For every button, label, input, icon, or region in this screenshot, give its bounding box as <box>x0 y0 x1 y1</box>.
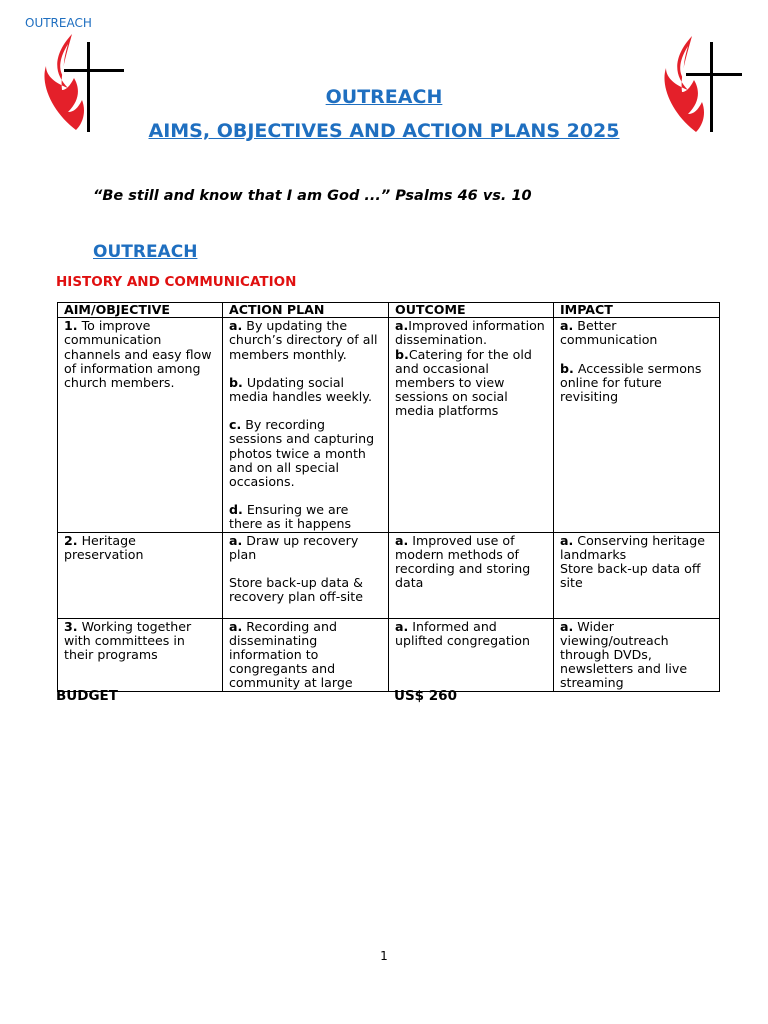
item-marker: b. <box>395 346 409 362</box>
impact-cell <box>554 532 720 618</box>
table-row <box>58 532 720 618</box>
action-cell <box>223 318 389 532</box>
item-marker: a. <box>395 318 409 334</box>
item-marker: a. <box>560 532 574 548</box>
table-row <box>58 318 720 532</box>
item-text: To improve communication channels and easy flow of information among church members. <box>64 318 212 391</box>
impact-cell <box>554 618 720 691</box>
item-marker: a. <box>395 532 409 548</box>
item-marker: c. <box>229 417 242 433</box>
column-header-aim: AIM/OBJECTIVE <box>58 303 223 318</box>
aim-cell <box>58 618 223 691</box>
item-marker: 2. <box>64 532 78 548</box>
item-text: Draw up recovery plan <box>229 532 359 562</box>
scripture-verse: “Be still and know that I am God ...” Psalms 46 vs. 10 <box>93 188 532 204</box>
impact-cell <box>554 318 720 532</box>
item-marker: a. <box>560 618 574 634</box>
item-text: Catering for the old and occasional members to view sessions on social media platforms <box>395 346 532 419</box>
aim-cell <box>58 532 223 618</box>
action-plan-table <box>57 302 720 692</box>
item-marker: 3. <box>64 618 78 634</box>
item-text: Conserving heritage landmarks <box>560 532 706 562</box>
column-header-action: ACTION PLAN <box>223 303 389 318</box>
item-marker: b. <box>560 360 574 376</box>
item-marker: 1. <box>64 318 78 334</box>
item-marker: a. <box>229 532 243 548</box>
header-label: OUTREACH <box>25 16 92 30</box>
item-text: Better communication <box>560 318 658 348</box>
page-subtitle: AIMS, OBJECTIVES AND ACTION PLANS 2025 <box>148 120 620 142</box>
item-text: By updating the church’s directory of all members monthly. <box>229 318 378 362</box>
subsection-heading: HISTORY AND COMMUNICATION <box>56 274 297 290</box>
item-marker: b. <box>229 374 243 390</box>
outcome-cell <box>389 532 554 618</box>
item-text: Wider viewing/outreach through DVDs, newsletters and live streaming <box>560 618 688 691</box>
item-text: Improved information dissemination. <box>395 318 545 348</box>
table-row <box>58 618 720 691</box>
item-text: Accessible sermons online for future revisiting <box>560 360 702 405</box>
page-number: 1 <box>380 949 388 963</box>
budget-value: US$ 260 <box>394 688 457 704</box>
item-marker: a. <box>229 618 243 634</box>
item-text: By recording sessions and capturing photos twice a month and on all special occasions. <box>229 417 375 490</box>
item-marker: d. <box>229 502 243 518</box>
item-text: Updating social media handles weekly. <box>229 374 372 405</box>
item-marker: a. <box>395 618 409 634</box>
item-text: Informed and uplifted congregation <box>395 618 530 648</box>
item-text: Ensuring we are there as it happens <box>229 502 352 532</box>
cross-and-flame-icon <box>44 34 124 134</box>
action-cell <box>223 618 389 691</box>
item-text: Working together with committees in their programs <box>64 618 192 663</box>
item-text: Store back-up data off site <box>560 561 701 591</box>
aim-cell <box>58 318 223 532</box>
action-cell <box>223 532 389 618</box>
item-text: Improved use of modern methods of recording and storing data <box>395 532 531 591</box>
item-marker: a. <box>560 318 574 334</box>
item-text: Heritage preservation <box>64 532 144 562</box>
column-header-outcome: OUTCOME <box>389 303 554 318</box>
item-marker: a. <box>229 318 243 334</box>
column-header-impact: IMPACT <box>554 303 720 318</box>
item-text: Store back-up data & recovery plan off-site <box>229 575 363 605</box>
section-heading: OUTREACH <box>93 242 198 262</box>
outcome-cell <box>389 618 554 691</box>
budget-label: BUDGET <box>56 688 118 704</box>
item-text: Recording and disseminating information to congregants and community at large <box>229 618 353 691</box>
table-header-row <box>58 303 720 318</box>
page-title: OUTREACH <box>325 86 443 108</box>
outcome-cell <box>389 318 554 532</box>
